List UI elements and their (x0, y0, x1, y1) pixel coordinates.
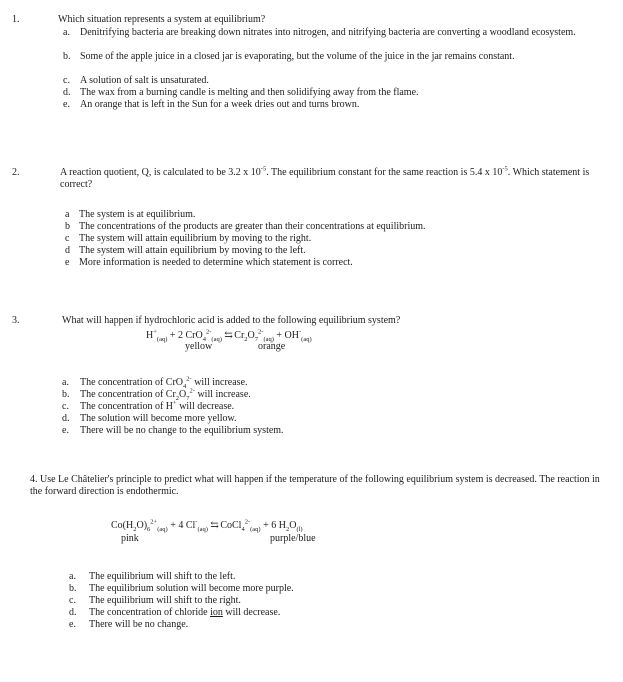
option-text: More information is needed to determine which statement is correct. (79, 257, 353, 268)
option-text: The wax from a burning candle is melting and then solidifying away from the flame. (80, 87, 419, 98)
option-d (0, 607, 623, 619)
option-text: The equilibrium solution will become more purple. (89, 583, 294, 594)
option-b (0, 221, 623, 233)
option-a (0, 209, 623, 221)
option-letter: b. (69, 583, 77, 594)
option-text: A solution of salt is unsaturated. (80, 75, 209, 86)
option-a (0, 571, 623, 583)
option-text: The concentration of H+ will decrease. (80, 399, 235, 412)
option-list (0, 377, 623, 437)
option-list (0, 27, 623, 111)
option-letter: a. (63, 27, 70, 38)
chemical-equation: $Co(H_2O)_6^{2+}_{(aq)} + 4$ $Cl^-_{(aq)}$ ⇆ CoCl$_4^{2-}_{(aq)}$ + 6 $H_2O_{(l)}$ (111, 518, 303, 533)
option-c (0, 233, 623, 245)
option-text: The solution will become more yellow. (80, 413, 237, 424)
option-text: The equilibrium will shift to the right. (89, 595, 241, 606)
option-d (0, 245, 623, 257)
option-text: An orange that is left in the Sun for a week dries out and turns brown. (80, 99, 360, 110)
option-letter: e. (63, 99, 70, 110)
option-letter: a. (62, 377, 69, 388)
option-c (0, 401, 623, 413)
option-text: There will be no change to the equilibrium system. (80, 425, 284, 436)
option-c (0, 75, 623, 87)
option-text: Denitrifying bacteria are breaking down nitrates into nitrogen, and nitrifying bacteria are converting a woodland ecosystem. (80, 27, 576, 38)
option-text: The concentration of $Cr_2O_7^{2-}$ will increase. (80, 387, 251, 402)
option-list (0, 209, 623, 269)
option-letter: d. (69, 607, 77, 618)
option-d (0, 413, 623, 425)
question-number: 2. (12, 167, 20, 178)
question-text: 4. Use Le Châtelier's principle to predict what will happen if the temperature of the following equilibrium system is decreased. The reaction in the forward direction is endothermic. (30, 474, 600, 497)
chemical-equation: $H^+_{(aq)} + 2$ CrO$_4^{2-}_{(aq)}$ ⇆ $Cr_2O_7^{2-}_{(aq)} + OH^-_{(aq)}$ (146, 328, 312, 343)
option-e (0, 425, 623, 437)
question-number: 4. (30, 474, 38, 485)
option-letter: b. (62, 389, 70, 400)
option-text: Some of the apple juice in a closed jar is evaporating, but the volume of the juice in the jar remains constant. (80, 51, 515, 62)
option-text: The concentration of CrO$_4^{2-}$ will increase. (80, 375, 248, 390)
option-text: The equilibrium will shift to the left. (89, 571, 236, 582)
option-e (0, 619, 623, 631)
equilibrium-arrow-icon: ⇆ (210, 520, 218, 531)
option-letter: e. (69, 619, 76, 630)
option-letter: e. (62, 425, 69, 436)
color-label-orange: orange (258, 341, 286, 352)
option-b (0, 389, 623, 401)
option-letter: c (65, 233, 70, 244)
question-text: What will happen if hydrochloric acid is added to the following equilibrium system? (62, 315, 401, 326)
option-c (0, 595, 623, 607)
option-letter: a (65, 209, 70, 220)
question-number: 1. (12, 14, 20, 25)
option-text: The system will attain equilibrium by moving to the right. (79, 233, 312, 244)
option-d (0, 87, 623, 99)
question-text: A reaction quotient, Q, is calculated to be 3.2 x $10^{-5}$. The equilibrium constant for the same reaction is 5.4 x $10^{-5}$. Which statement is correct? (60, 165, 590, 190)
option-text: The concentration of chloride ion will decrease. (89, 607, 281, 618)
option-letter: b. (63, 51, 71, 62)
option-b (0, 51, 623, 75)
option-letter: d. (63, 87, 71, 98)
option-list (0, 571, 623, 631)
option-b (0, 583, 623, 595)
option-e (0, 99, 623, 111)
option-letter: c. (63, 75, 70, 86)
option-e (0, 257, 623, 269)
option-letter: d. (62, 413, 70, 424)
option-letter: a. (69, 571, 76, 582)
option-letter: c. (69, 595, 76, 606)
equilibrium-arrow-icon: ⇆ (224, 330, 232, 341)
option-a (0, 27, 623, 51)
option-letter: b (65, 221, 70, 232)
option-a (0, 377, 623, 389)
color-label-purple-blue: purple/blue (270, 533, 316, 544)
question-number: 3. (12, 315, 20, 326)
option-letter: c. (62, 401, 69, 412)
option-text: The system will attain equilibrium by moving to the left. (79, 245, 306, 256)
option-text: There will be no change. (89, 619, 189, 630)
option-text: The system is at equilibrium. (79, 209, 196, 220)
option-text: The concentrations of the products are greater than their concentrations at equilibrium. (79, 221, 426, 232)
option-letter: d (65, 245, 70, 256)
color-label-pink: pink (121, 533, 139, 544)
color-label-yellow: yellow (185, 341, 213, 352)
question-text: Which situation represents a system at equilibrium? (58, 14, 266, 25)
option-letter: e (65, 257, 70, 268)
